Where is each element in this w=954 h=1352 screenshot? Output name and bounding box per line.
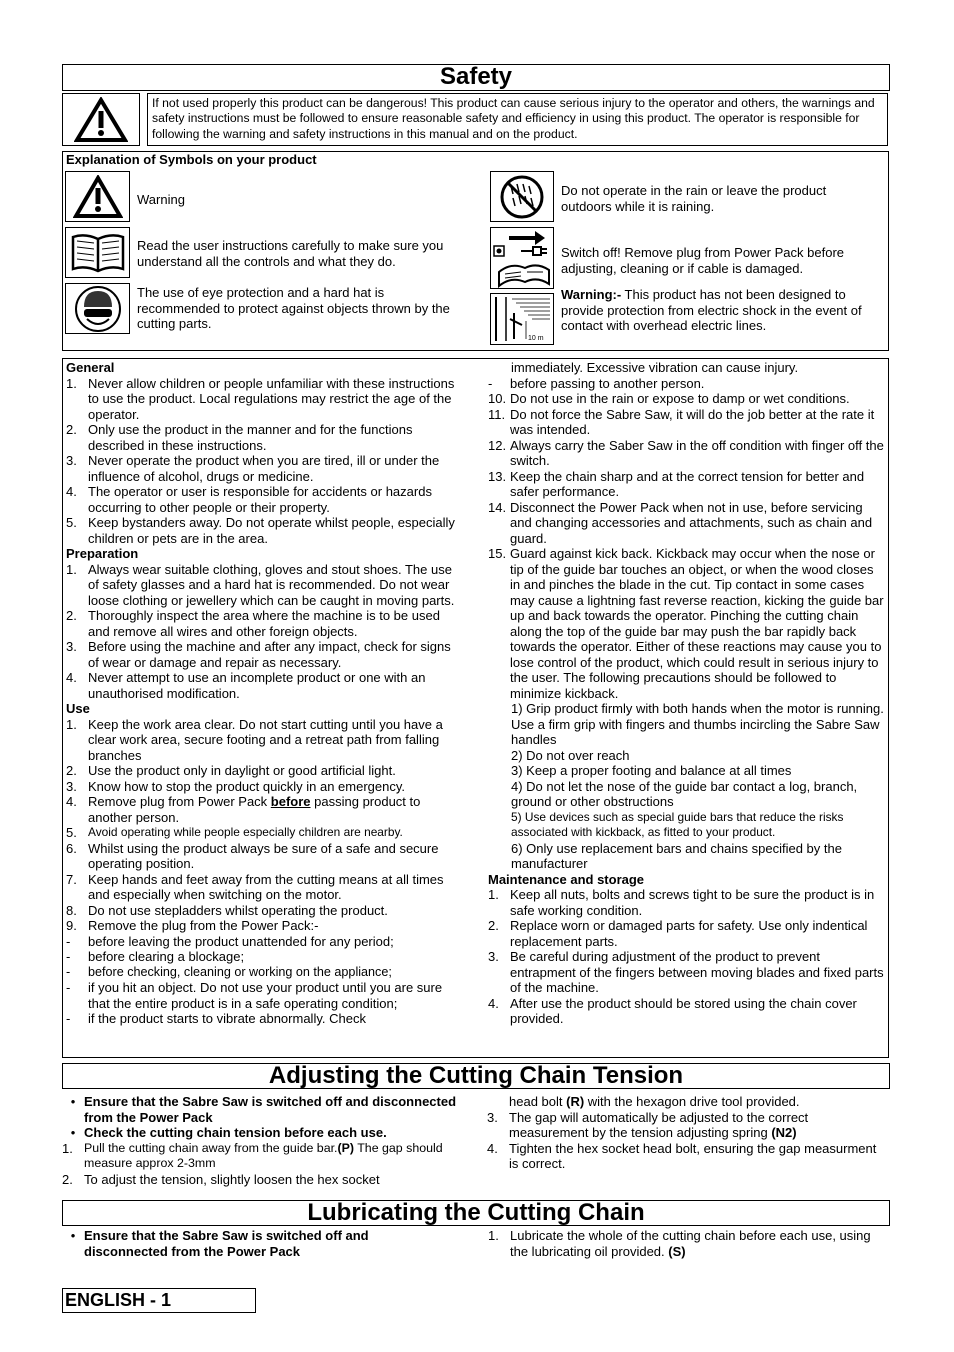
page-footer-label: ENGLISH - 1 — [65, 1290, 172, 1310]
list-item: 7. Keep hands and feet away from the cutting means at all times and especially when switching on the motor. — [66, 871, 444, 902]
safety-intro: If not used properly this product can be dangerous! This product can cause serious injury to the operator and others, the warnings and safety instructions must be followed to ensure reasonable safety and efficiency in using this product. The operator is responsible for following the warning and safety instructions in this manual and on the product. — [152, 96, 875, 141]
read-manual-icon — [65, 227, 130, 278]
list-item: 3. Never operate the product when you are tired, ill or under the influence of alcohol, drugs or medicine. — [66, 453, 440, 484]
warning-triangle-icon — [62, 93, 140, 146]
list-item: 15. Guard against kick back. Kickback may occur when the nose or tip of the guide bar touches an object, or when the wood closes in and pinches the blade in the cut. Tip contact in some cases may cause a lightning fast reverse reaction, kicking the guide bar up and back towards the operator. Pinching the cutting chain along the top of the guide bar may push the bar rapidly back towards the operator. Either of these reactions may cause you to lose control of the product, which could result in serious injury to the user. The following precautions should be followed to minimize kickback. — [488, 546, 884, 701]
lube-bullets — [62, 1228, 454, 1259]
list-item: • Check the cutting chain tension before each use. — [70, 1125, 387, 1140]
kickback-item: 2) Do not over reach — [511, 747, 630, 763]
list-item: 2. Only use the product in the manner and for the functions described in these instructions. — [66, 422, 413, 453]
list-item: 6. Whilst using the product always be sure of a safe and secure operating position. — [66, 840, 439, 871]
kickback-precautions — [488, 701, 886, 872]
list-item: 1. Always wear suitable clothing, gloves and stout shoes. The use of safety glasses and a hard hat is recommended. Do not wear loose clothing or jewellery which can be caught in moving parts. — [66, 561, 455, 608]
lube-title: Lubricating the Cutting Chain — [307, 1199, 645, 1226]
safety-title-box — [62, 64, 890, 91]
list-item: 2. Use the product only in daylight or good artificial light. — [66, 763, 396, 778]
list-item: - before passing to another person. — [488, 375, 705, 391]
list-item: - if you hit an object. Do not use your product until you are sure that the entire product is in a safe operating condition; — [66, 980, 443, 1011]
electric-warning-label: Warning:- — [561, 287, 622, 302]
page-footer-box — [62, 1288, 256, 1313]
lube-left-column — [62, 1228, 454, 1259]
list-item: 2. Replace worn or damaged parts for safety. Use only indentical replacement parts. — [488, 918, 868, 949]
maintenance-heading: Maintenance and storage — [488, 871, 645, 887]
symbol-switch-text: Switch off! Remove plug from Power Pack before adjusting, cleaning or if cable is damaged. — [561, 245, 844, 276]
maintenance-list — [488, 887, 886, 1027]
tension-left-column — [62, 1094, 464, 1187]
list-item: 14. Disconnect the Power Pack when not in use, before servicing and changing accessories and attachments, such as chain and guard. — [488, 499, 873, 546]
continued-text: immediately. Excessive vibration can cause injury. — [511, 360, 799, 375]
list-item: 12. Always carry the Saber Saw in the off condition with finger off the switch. — [488, 437, 884, 468]
general-heading: General — [66, 360, 115, 375]
list-item: - before leaving the product unattended for any period; — [66, 933, 394, 949]
preparation-list — [66, 562, 464, 702]
list-item: 1. Lubricate the whole of the cutting chain before each use, using the lubricating oil provided. (S) — [488, 1228, 871, 1259]
list-item: 1. Pull the cutting chain away from the guide bar.(P) The gap should measure approx 2-3mm — [62, 1140, 443, 1170]
list-item: 2. To adjust the tension, slightly loosen the hex socket — [62, 1171, 380, 1187]
list-item: - before clearing a blockage; — [66, 949, 245, 964]
use-list-continued — [488, 376, 886, 702]
electric-lines-icon — [490, 293, 554, 345]
tension-steps — [487, 1110, 885, 1172]
symbol-warning-text: Warning — [137, 192, 185, 207]
eye-protection-icon — [65, 283, 130, 334]
list-item: 3. Before using the machine and after any impact, check for signs of wear or damage and repair as necessary. — [66, 639, 451, 670]
switch-off-plug-icon — [490, 227, 554, 289]
list-item: - before checking, cleaning or working on the appliance; — [66, 964, 392, 979]
kickback-item: 3) Keep a proper footing and balance at all times — [511, 763, 792, 778]
tension-title: Adjusting the Cutting Chain Tension — [268, 1062, 684, 1089]
list-item: 3. Be careful during adjustment of the product to prevent entrapment of the fingers between moving blades and fixed parts of the machine. — [488, 949, 884, 995]
tension-right-column — [487, 1094, 885, 1172]
list-item: 4. Never attempt to use an incomplete product or one with an unauthorised modification. — [66, 670, 426, 701]
lube-right-column — [488, 1228, 886, 1259]
kickback-item: 4) Do not let the nose of the guide bar contact a log, branch, ground or other obstructions — [511, 778, 858, 809]
lube-title-box — [62, 1200, 890, 1226]
safety-title: Safety — [439, 63, 513, 90]
use-list — [66, 717, 464, 1027]
list-item: 9. Remove the plug from the Power Pack:- — [66, 918, 319, 933]
list-item: 3. Know how to stop the product quickly in an emergency. — [66, 778, 405, 794]
list-item: 8. Do not use stepladders whilst operating the product. — [66, 902, 388, 918]
list-item: 2. Thoroughly inspect the area where the machine is to be used and remove all wires and other foreign objects. — [66, 608, 440, 639]
list-item: • Ensure that the Sabre Saw is switched off and disconnected from the Power Pack — [70, 1228, 369, 1259]
kickback-item: 6) Only use replacement bars and chains specified by the manufacturer — [511, 840, 842, 871]
list-item: 5. Avoid operating while people especially children are nearby. — [66, 825, 403, 840]
list-item: 11. Do not force the Sabre Saw, it will do the job better at the rate it was intended. — [488, 406, 875, 437]
list-item: 4. Tighten the hex socket head bolt, ensuring the gap measurment is correct. — [487, 1140, 877, 1171]
instructions-left-column — [66, 360, 464, 1027]
electric-distance-label: 10 m — [528, 335, 544, 342]
list-item: 1. Never allow children or people unfamiliar with these instructions to use the product. Local regulations may restrict the age of the operator. — [66, 375, 455, 422]
list-item: 13. Keep the chain sharp and at the correct tension for better and safer performance. — [488, 468, 865, 499]
tension-continued: head bolt (R) with the hexagon drive tool provided. — [509, 1094, 800, 1109]
list-item: • Ensure that the Sabre Saw is switched off and disconnected from the Power Pack — [70, 1094, 457, 1125]
tension-title-box — [62, 1063, 890, 1089]
symbol-electric-text — [561, 287, 881, 334]
tension-bullets — [62, 1094, 464, 1187]
symbols-heading: Explanation of Symbols on your product — [66, 152, 317, 167]
list-item: 4. After use the product should be stored using the chain cover provided. — [488, 995, 857, 1026]
use-heading: Use — [66, 701, 90, 716]
list-item: 4. Remove plug from Power Pack before passing product to another person. — [66, 794, 421, 825]
list-item: 1. Keep all nuts, bolts and screws tight to be sure the product is in safe working condition. — [488, 887, 875, 918]
electric-warning-body: This product has not been designed to provide protection from electric shock in the event of contact with overhead electric lines. — [561, 287, 862, 333]
symbol-read-text: Read the user instructions carefully to make sure you understand all the controls and what they do. — [137, 238, 444, 269]
kickback-item: 1) Grip product firmly with both hands when the motor is running. Use a firm grip with fingers and thumbs incircling the Sabre Saw handles — [511, 701, 884, 747]
symbol-eye-text: The use of eye protection and a hard hat is recommended to protect against objects thrown by the cutting parts. — [137, 285, 450, 331]
safety-intro-box — [147, 93, 888, 146]
list-item: 5. Keep bystanders away. Do not operate whilst people, especially children or pets are in the area. — [66, 515, 455, 546]
preparation-heading: Preparation — [66, 546, 139, 561]
lube-steps — [488, 1228, 886, 1259]
symbol-rain-text: Do not operate in the rain or leave the product outdoors while it is raining. — [561, 183, 827, 214]
list-item: 4. The operator or user is responsible for accidents or hazards occurring to other people or their property. — [66, 484, 432, 515]
list-item: - if the product starts to vibrate abnormally. Check — [66, 1011, 366, 1026]
instructions-right-column — [488, 360, 886, 1027]
warning-icon — [65, 171, 130, 222]
list-item: 1. Keep the work area clear. Do not start cutting until you have a clear work area, secure footing and a retreat path from falling branches — [66, 716, 443, 763]
general-list — [66, 376, 464, 547]
list-item: 3. The gap will automatically be adjusted to the correct measurement by the tension adjusting spring (N2) — [487, 1109, 809, 1140]
no-rain-icon — [490, 171, 554, 222]
kickback-item: 5) Use devices such as special guide bars that reduce the risks associated with kickback, as fitted to your product. — [511, 809, 844, 839]
list-item: 10. Do not use in the rain or expose to damp or wet conditions. — [488, 391, 850, 406]
